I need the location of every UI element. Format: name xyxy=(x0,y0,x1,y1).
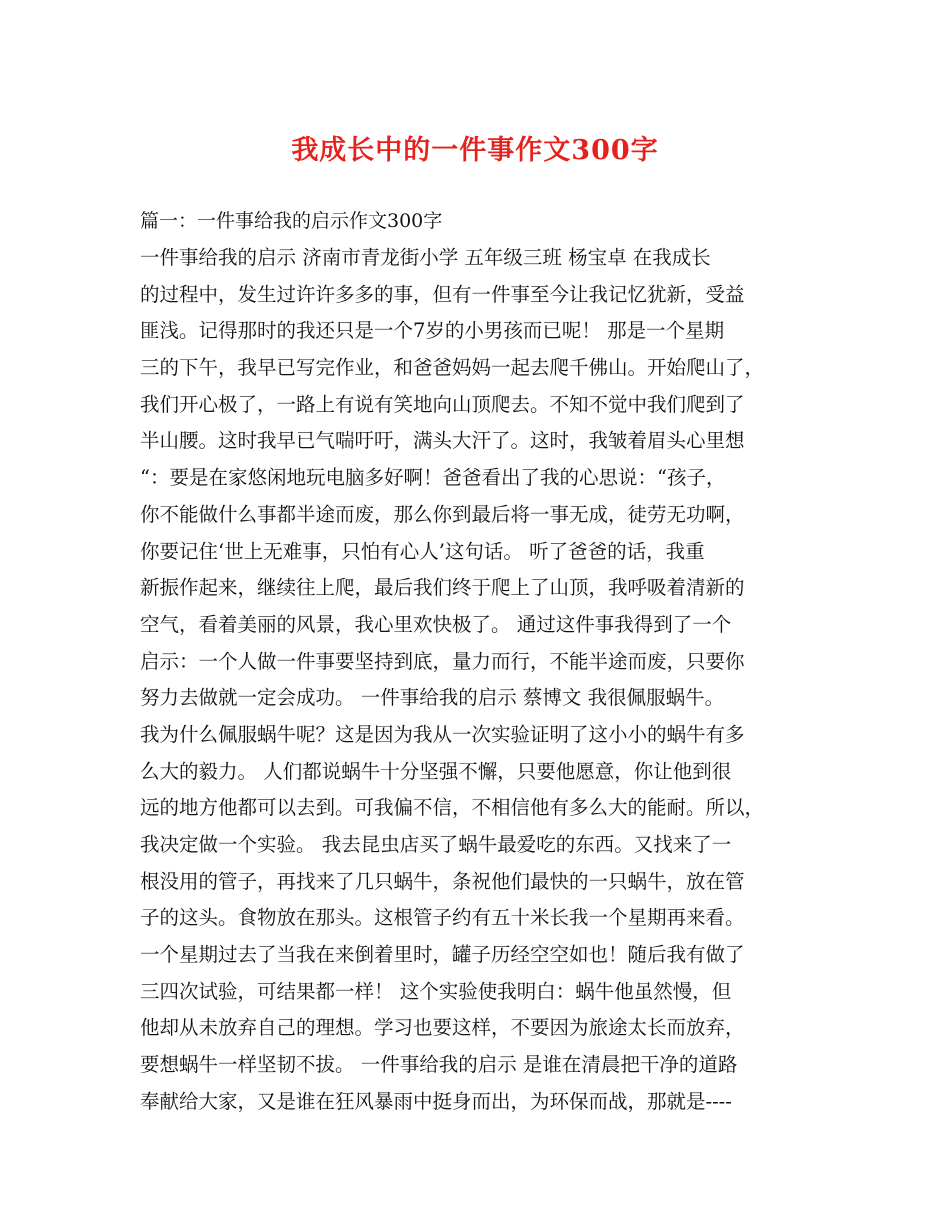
text-line: 的过程中，发生过许许多多的事，但有一件事至今让我记忆犹新，受益 xyxy=(140,282,745,306)
text-line: 你不能做什么事都半途而废，那么你到最后将一事无成，徒劳无功啊， xyxy=(140,502,745,526)
text-line: “：要是在家悠闲地玩电脑多好啊！爸爸看出了我的心思说：“孩子， xyxy=(140,466,726,490)
text-line: 根没用的管子，再找来了几只蜗牛，条祝他们最快的一只蜗牛，放在管 xyxy=(140,869,745,893)
text-line: 远的地方他都可以去到。可我偏不信，不相信他有多么大的能耐。所以， xyxy=(140,796,765,820)
text-line: 我决定做一个实验。 我去昆虫店买了蜗牛最爱吃的东西。又找来了一 xyxy=(140,833,732,856)
text-line: 一件事给我的启示 济南市青龙街小学 五年级三班 杨宝卓 在我成长 xyxy=(140,246,711,269)
text-line: 他却从未放弃自己的理想。学习也要这样，不要因为旅途太长而放弃， xyxy=(140,1016,745,1040)
text-line: 半山腰。这时我早已气喘吁吁，满头大汗了。这时，我皱着眉头心里想 xyxy=(140,429,745,453)
text-line: 新振作起来，继续往上爬，最后我们终于爬上了山顶，我呼吸着清新的 xyxy=(140,576,745,600)
section-heading: 篇一：一件事给我的启示作文300字 xyxy=(140,210,443,232)
text-line: 要想蜗牛一样坚韧不拔。 一件事给我的启示 是谁在清晨把干净的道路 xyxy=(140,1053,738,1077)
text-line: 三四次试验，可结果都一样！ 这个实验使我明白：蜗牛他虽然慢，但 xyxy=(140,979,732,1003)
text-line: 启示：一个人做一件事要坚持到底，量力而行，不能半途而废，只要你 xyxy=(140,649,745,673)
text-line: 我们开心极了，一路上有说有笑地向山顶爬去。不知不觉中我们爬到了 xyxy=(140,392,745,416)
document-title: 我成长中的一件事作文300字 xyxy=(291,135,659,166)
text-line: 你要记住‘世上无难事，只怕有心人’这句话。 听了爸爸的话，我重 xyxy=(140,539,705,563)
text-line: 三的下午，我早已写完作业，和爸爸妈妈一起去爬千佛山。开始爬山了， xyxy=(140,356,765,380)
text-line: 奉献给大家，又是谁在狂风暴雨中挺身而出，为环保而战，那就是---- xyxy=(140,1089,732,1113)
text-line: 一个星期过去了当我在来倒着里时，罐子历经空空如也！随后我有做了 xyxy=(140,943,745,967)
body-text xyxy=(140,243,820,1124)
text-line: 我为什么佩服蜗牛呢？这是因为我从一次实验证明了这小小的蜗牛有多 xyxy=(140,722,745,746)
text-line: 子的这头。食物放在那头。这根管子约有五十米长我一个星期再来看。 xyxy=(140,906,745,930)
text-line: 么大的毅力。 人们都说蜗牛十分坚强不懈，只要他愿意，你让他到很 xyxy=(140,759,732,783)
text-line: 空气，看着美丽的风景，我心里欢快极了。 通过这件事我得到了一个 xyxy=(140,612,732,636)
text-line: 努力去做就一定会成功。 一件事给我的启示 蔡博文 我很佩服蜗牛。 xyxy=(140,686,725,710)
text-line: 匪浅。记得那时的我还只是一个7岁的小男孩而已呢！ 那是一个星期 xyxy=(140,319,725,343)
